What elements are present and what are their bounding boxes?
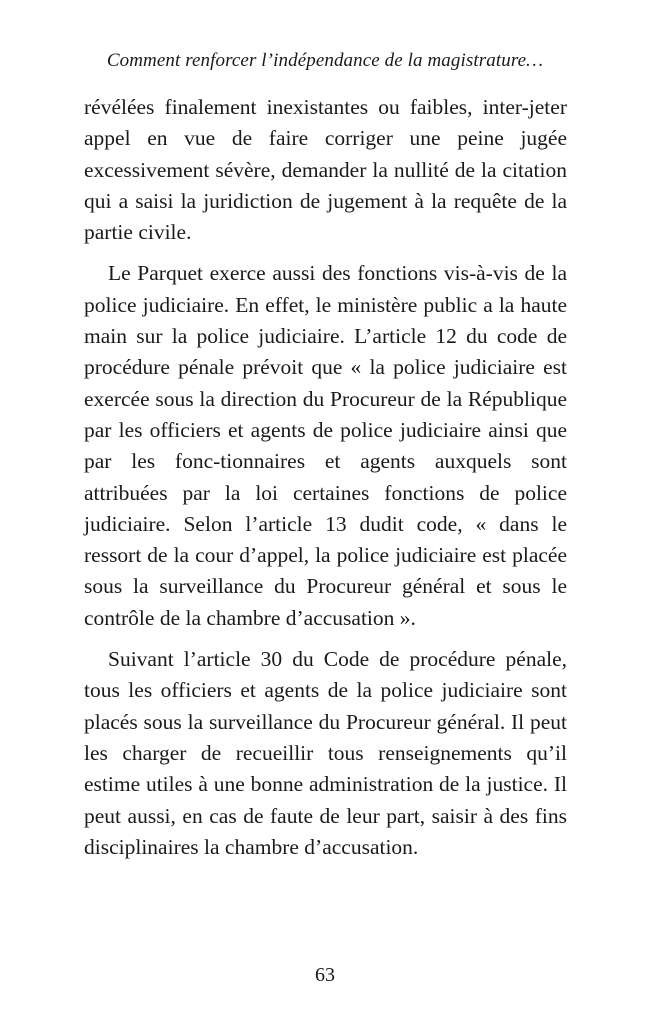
paragraph-2: Le Parquet exerce aussi des fonctions vis-à-vis de la police judiciaire. En effet, le ministère public a la haute main sur la police judiciaire. L’article 12 du code de procédure pénale prévoit que « la police judiciaire est exercée sous la direction du Procureur de la République par les officiers et agents de police judiciaire ainsi que par les fonc-tionnaires et agents auxquels sont attribuées par la loi certaines fonctions de police judiciaire. Selon l’article 13 dudit code, « dans le ressort de la cour d’appel, la police judiciaire est placée sous la surveillance du Procureur général et sous le contrôle de la chambre d’accusation ». (84, 261, 567, 630)
paragraph-3: Suivant l’article 30 du Code de procédure pénale, tous les officiers et agents de la police judiciaire sont placés sous la surveillance du Procureur général. Il peut les charger de recueillir tous renseignements qu’il estime utiles à une bonne administration de la justice. Il peut aussi, en cas de faute de leur part, saisir à des fins disciplinaires la chambre d’accusation. (84, 647, 567, 859)
running-header: Comment renforcer l’indépendance de la magistrature… (106, 50, 544, 71)
page-number: 63 (315, 964, 335, 986)
body-text (84, 92, 567, 863)
paragraph-1: révélées finalement inexistantes ou faibles, inter-jeter appel en vue de faire corriger une peine jugée excessivement sévère, demander la nullité de la citation qui a saisi la juridiction de jugement à la requête de la partie civile. (84, 95, 567, 245)
